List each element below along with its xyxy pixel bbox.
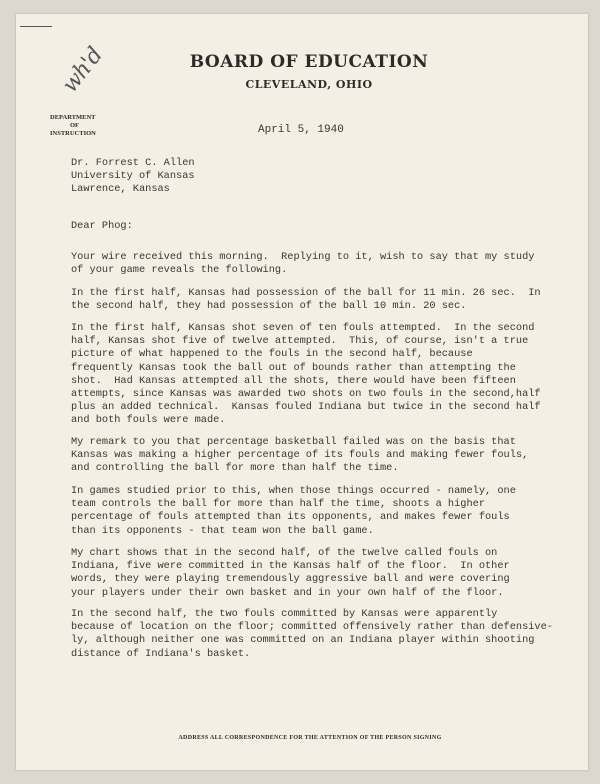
- department-line-1: DEPARTMENT: [50, 114, 96, 121]
- pencil-dash-mark: [20, 26, 52, 27]
- footer-note: ADDRESS ALL CORRESPONDENCE FOR THE ATTENTION OF THE PERSON SIGNING: [178, 735, 442, 741]
- recipient-location: Lawrence, Kansas: [71, 183, 170, 195]
- letterhead-city: CLEVELAND, OHIO: [245, 78, 373, 91]
- recipient-name: Dr. Forrest C. Allen: [71, 157, 195, 169]
- letterhead-title: BOARD OF EDUCATION: [189, 52, 429, 72]
- department-line-3: INSTRUCTION: [50, 130, 96, 137]
- paragraph-7: In the second half, the two fouls committed by Kansas were apparently because of location on the floor; committed offensively rather than defensive- ly, although neither one was committed on an Indiana player within shooting distance of Indiana's basket.: [71, 608, 553, 660]
- paragraph-3: In the first half, Kansas shot seven of ten fouls attempted. In the second half, Kansas shot five of twelve attempted. This, of course, isn't a true picture of what happened to the fouls in the second half, because frequently Kansas took the ball out of bounds rather than attempting the shot. Had Kansas attempted all the shots, there would have been fifteen attempts, since Kansas was awarded two shots on two fouls in the second,half plus an added technical. Kansas fouled Indiana but twice in the second half and both fouls were made.: [71, 322, 541, 427]
- recipient-institution: University of Kansas: [71, 170, 195, 182]
- department-block: [50, 114, 96, 138]
- recipient-address: [71, 157, 195, 196]
- salutation: Dear Phog:: [71, 220, 133, 232]
- paragraph-6: My chart shows that in the second half, of the twelve called fouls on Indiana, five were committed in the Kansas half of the floor. In other words, they were playing tremendously aggressive ball and were covering your players under their own basket and in your own half of the floor.: [71, 547, 510, 599]
- department-line-2: OF: [70, 122, 80, 129]
- paragraph-2: In the first half, Kansas had possession of the ball for 11 min. 26 sec. In the second half, they had possession of the ball 10 min. 20 sec.: [71, 287, 541, 313]
- handwritten-note: wh'd: [57, 43, 108, 98]
- letter-date: April 5, 1940: [258, 124, 344, 136]
- paragraph-5: In games studied prior to this, when those things occurred - namely, one team controls the ball for more than half the time, shoots a higher percentage of fouls attempted than its opponents, and makes fewer fouls than its opponents - that team won the ball game.: [71, 485, 516, 537]
- paragraph-1: Your wire received this morning. Replying to it, wish to say that my study of your game reveals the following.: [71, 251, 535, 277]
- paragraph-4: My remark to you that percentage basketball failed was on the basis that Kansas was making a higher percentage of its fouls and making fewer fouls, and controlling the ball for more than half the time.: [71, 436, 529, 475]
